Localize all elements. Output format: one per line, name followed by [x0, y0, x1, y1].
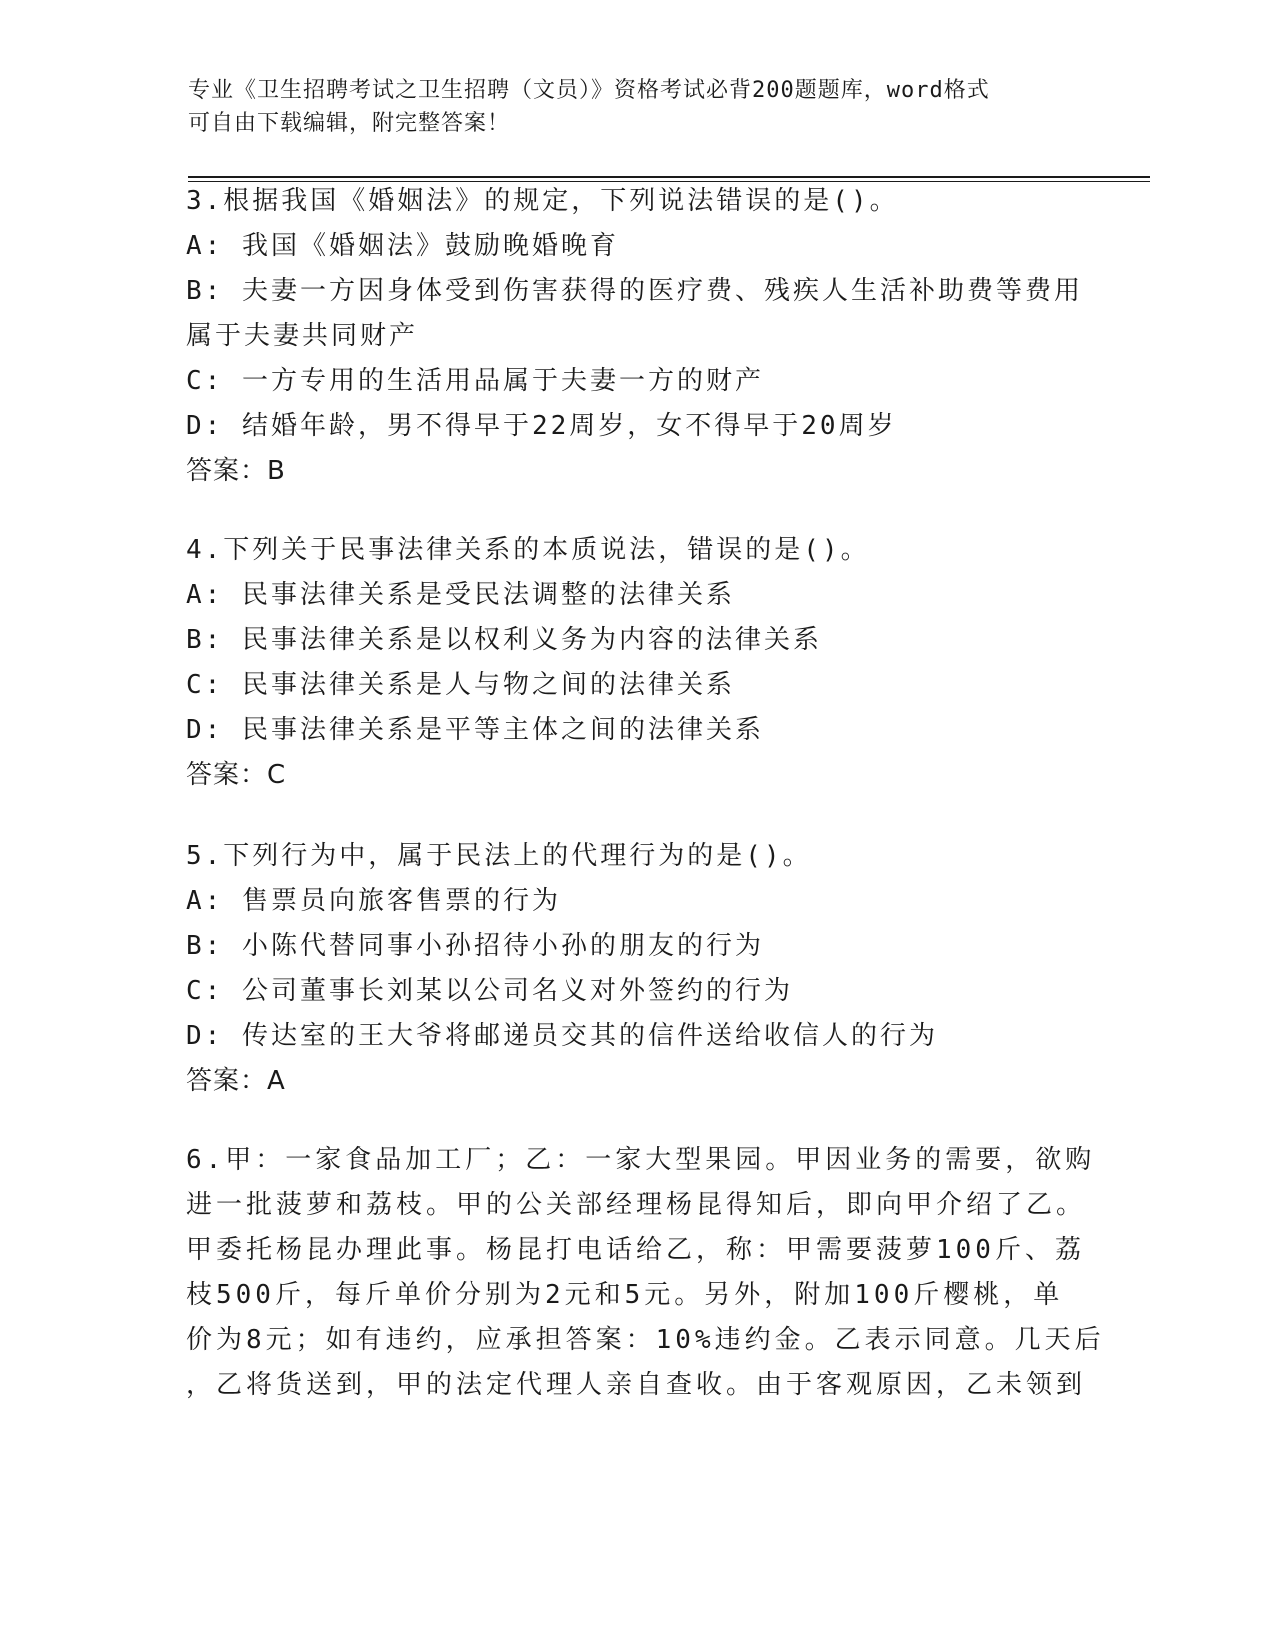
- option-b: B: 夫妻一方因身体受到伤害获得的医疗费、残疾人生活补助费等费用: [186, 276, 1083, 306]
- question-stem: 3.根据我国《婚姻法》的规定，下列说法错误的是()。: [186, 186, 899, 216]
- option-c: C: 公司董事长刘某以公司名义对外签约的行为: [186, 976, 793, 1006]
- option-c: C: 民事法律关系是人与物之间的法律关系: [186, 670, 735, 700]
- option-d: D: 结婚年龄，男不得早于22周岁，女不得早于20周岁: [186, 411, 897, 441]
- option-c: C: 一方专用的生活用品属于夫妻一方的财产: [186, 366, 764, 396]
- question-stem-line: 6.甲：一家食品加工厂；乙：一家大型果园。甲因业务的需要，欲购: [186, 1145, 1096, 1175]
- header-divider: [188, 176, 1150, 178]
- option-a: A: 我国《婚姻法》鼓励晚婚晚育: [186, 231, 619, 261]
- answer-label: 答案：C: [186, 760, 287, 790]
- question-4: [186, 528, 1086, 798]
- question-stem: 4.下列关于民事法律关系的本质说法，错误的是()。: [186, 535, 870, 565]
- question-stem-line: 进一批菠萝和荔枝。甲的公关部经理杨昆得知后，即向甲介绍了乙。: [186, 1190, 1087, 1220]
- answer-label: 答案：A: [186, 1066, 286, 1096]
- question-stem-line: 甲委托杨昆办理此事。杨昆打电话给乙，称：甲需要菠萝100斤、荔: [186, 1235, 1085, 1265]
- question-5: [186, 834, 1086, 1104]
- question-stem-line: ，乙将货送到，甲的法定代理人亲自查收。由于客观原因，乙未领到: [186, 1370, 1087, 1400]
- question-3: [186, 179, 1086, 494]
- option-b-continued: 属于夫妻共同财产: [186, 321, 419, 351]
- option-b: B: 小陈代替同事小孙招待小孙的朋友的行为: [186, 931, 764, 961]
- header-line-2: 可自由下载编辑，附完整答案！: [188, 111, 511, 136]
- answer-label: 答案：B: [186, 456, 286, 486]
- option-a: A: 民事法律关系是受民法调整的法律关系: [186, 580, 735, 610]
- question-stem-line: 价为8元；如有违约，应承担答案：10%违约金。乙表示同意。几天后: [186, 1325, 1105, 1355]
- option-d: D: 民事法律关系是平等主体之间的法律关系: [186, 715, 764, 745]
- document-header: [188, 74, 1068, 140]
- question-stem-line: 枝500斤，每斤单价分别为2元和5元。另外，附加100斤樱桃，单: [186, 1280, 1064, 1310]
- option-a: A: 售票员向旅客售票的行为: [186, 886, 561, 916]
- header-line-1: 专业《卫生招聘考试之卫生招聘（文员）》资格考试必背200题题库，word格式: [188, 78, 990, 103]
- question-stem: 5.下列行为中，属于民法上的代理行为的是()。: [186, 841, 812, 871]
- option-d: D: 传达室的王大爷将邮递员交其的信件送给收信人的行为: [186, 1021, 938, 1051]
- question-6: [186, 1138, 1105, 1408]
- option-b: B: 民事法律关系是以权利义务为内容的法律关系: [186, 625, 822, 655]
